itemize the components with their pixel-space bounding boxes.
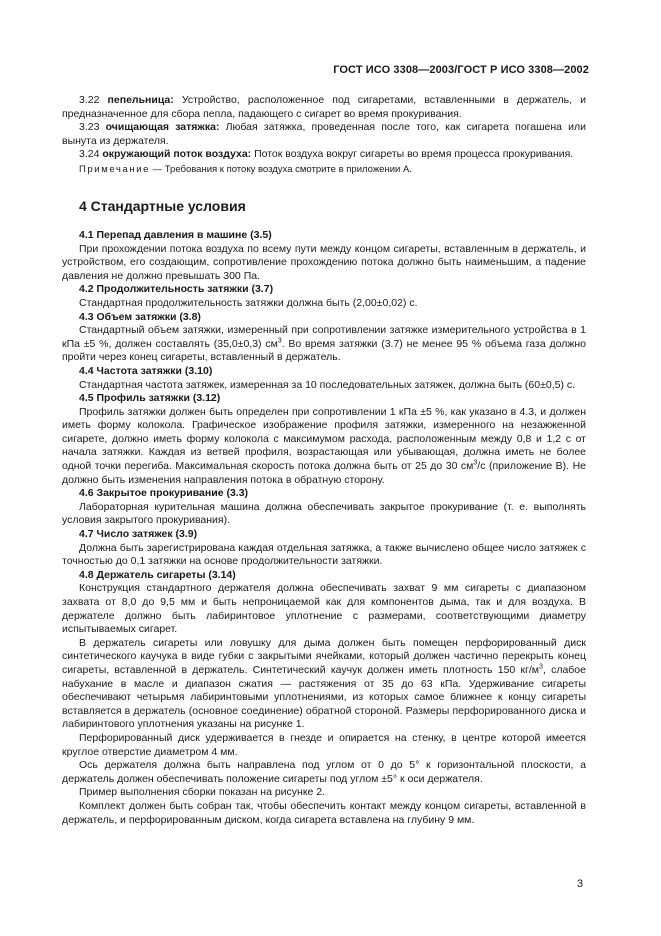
subsection-4-6-title: 4.6 Закрытое прокуривание (3.3) <box>79 487 249 500</box>
subsection-4-7-title: 4.7 Число затяжек (3.9) <box>79 528 198 541</box>
subsection-4-8-paragraph-4: Ось держателя должна быть направлена под углом от 0 до 5° к горизонтальной плоскости, а держатель должен обеспечивать положение сигареты под углом ±5° к оси держателя. <box>62 759 586 785</box>
superscript: 3 <box>539 663 543 671</box>
subsection-4-8-paragraph-6: Комплект должен быть собран так, чтобы обеспечить контакт между концом сигареты, вставленной в держатель, и перфорированным диском, когда сигарета вставлена на глубину 9 мм. <box>62 799 586 826</box>
subsection-4-3-title: 4.3 Объем затяжки (3.8) <box>79 310 201 323</box>
text-part: . Во время затяжки (3.7) не менее 95 % объема газа должно пройти через конец сигареты, вставленный в держатель. <box>62 337 586 364</box>
document-body <box>62 94 586 827</box>
document-header: ГОСТ ИСО 3308—2003/ГОСТ Р ИСО 3308—2002 <box>333 64 589 76</box>
definition-term: пепельница: <box>107 94 174 106</box>
definition-3-24 <box>62 148 586 162</box>
definition-number: 3.22 <box>79 94 100 106</box>
note-label: Примечание <box>79 163 150 175</box>
subsection-4-1-title: 4.1 Перепад давления в машине (3.5) <box>79 228 272 241</box>
subsection-4-6-text: Лабораторная курительная машина должна обеспечивать закрытое прокуривание (т. е. выполнять условия закрытого прокуривания). <box>62 500 586 527</box>
subsection-4-7-text: Должна быть зарегистрирована каждая отдельная затяжка, а также вычислено общее число затяжек с точностью до 0,1 затяжки на основе продолжительности затяжки. <box>62 541 586 568</box>
note <box>62 163 586 176</box>
subsection-4-8-paragraph-3: Перфорированный диск удерживается в гнезде и опирается на стенку, в центре которой имеется круглое отверстие диаметром 4 мм. <box>62 731 586 758</box>
text-part: , слабое набухание в масле и диапазон сжатия — растяжения от 35 до 63 кПа. Удерживание сигареты обеспечивают четырьмя лабиринтовыми уплотнениями, из которых самое ближнее к концу сигареты вставляется в держатель (основное соединение) обратной стороной. Размеры перфорированного диска и лабиринтового уплотнения указаны на рисунке 1. <box>62 663 586 731</box>
superscript: 3 <box>473 459 478 467</box>
definition-number: 3.23 <box>79 121 100 134</box>
definition-term: окружающий поток воздуха: <box>102 148 252 161</box>
subsection-4-1-text: При прохождении потока воздуха по всему пути между концом сигареты, вставленным в держатель, и устройством, его создающим, сопротивление прохождению потока должно быть наименьшим, а падение давления не должно превышать 300 Па. <box>62 242 586 282</box>
subsection-4-8-title: 4.8 Держатель сигареты (3.14) <box>79 568 236 581</box>
subsection-4-4-text: Стандартная частота затяжек, измеренная за 10 последовательных затяжек, должна быть (60±0,5) с. <box>79 378 576 391</box>
definition-text: Устройство, расположенное под сигаретами, вставленными в держатель, и предназначенное для сбора пепла, падающего с сигарет во время прокуривания. <box>62 94 586 120</box>
subsection-4-2-text: Стандартная продолжительность затяжки должна быть (2,00±0,02) с. <box>79 296 418 309</box>
definition-3-22 <box>62 94 586 121</box>
subsection-4-5-title: 4.5 Профиль затяжки (3.12) <box>79 392 221 405</box>
subsection-4-8-paragraph-2 <box>62 637 586 732</box>
superscript: 3 <box>277 337 282 345</box>
page-number: 3 <box>577 878 584 890</box>
text-part: В держатель сигареты или ловушку для дыма должен быть помещен перфорированный диск синтетического каучука в виде губки с закрытыми ячейками, который должен частично перекрыть конец сигареты, вставленной в держатель. Синтетический каучук должен иметь плотность 150 кг/м <box>62 636 586 676</box>
definition-3-23 <box>62 121 586 148</box>
definition-term: очищающая затяжка: <box>105 121 220 134</box>
definition-number: 3.24 <box>79 148 100 161</box>
definition-text: Любая затяжка, проведенная после того, как сигарета погашена или вынута из держателя. <box>62 121 587 147</box>
text-part: /с (приложение В). Не должно быть изменения направления потока в обратную сторону. <box>62 460 586 486</box>
subsection-4-5-text <box>62 406 586 488</box>
subsection-4-8-paragraph-5: Пример выполнения сборки показан на рисунке 2. <box>79 786 326 799</box>
subsection-4-3-text <box>62 324 586 365</box>
subsection-4-8-paragraph-1: Конструкция стандартного держателя должна обеспечивать захват 9 мм сигареты с диапазоном захвата от 8,0 до 9,5 мм и быть непроницаемой как для компонентов дыма, так и для воздуха. В держателе должно быть лабиринтовое уплотнение с размерами, соответствующими диаметру испытываемых сигарет. <box>62 582 586 636</box>
subsection-4-2-title: 4.2 Продолжительность затяжки (3.7) <box>79 283 274 296</box>
subsection-4-4-title: 4.4 Частота затяжки (3.10) <box>79 364 213 377</box>
section-title: 4 Стандартные условия <box>79 197 246 214</box>
note-text: — Требования к потоку воздуха смотрите в приложении А. <box>150 163 412 175</box>
text-part: Стандартный объем затяжки, измеренный при сопротивлении затяжке измерительного устройства в 1 кПа ±5 %, должен составлять (35,0±0,3) см <box>62 324 586 350</box>
text-part: Профиль затяжки должен быть определен при сопротивлении 1 кПа ±5 %, как указано в 4.3, и должен иметь форму колокола. Графическое изображение профиля затяжки, измеренного на незажженной сигарете, должно иметь форму колокола с максимумом расхода, расположенным между 0,8 и 1,2 с от начала затяжки. Каждая из ветвей профиля, возрастающая или убывающая, должна иметь не более одной точки перегиба. Максимальная скорость потока должна быть от 25 до 30 см <box>62 405 586 473</box>
definition-text: Поток воздуха вокруг сигареты во время процесса прокуривания. <box>251 148 574 161</box>
